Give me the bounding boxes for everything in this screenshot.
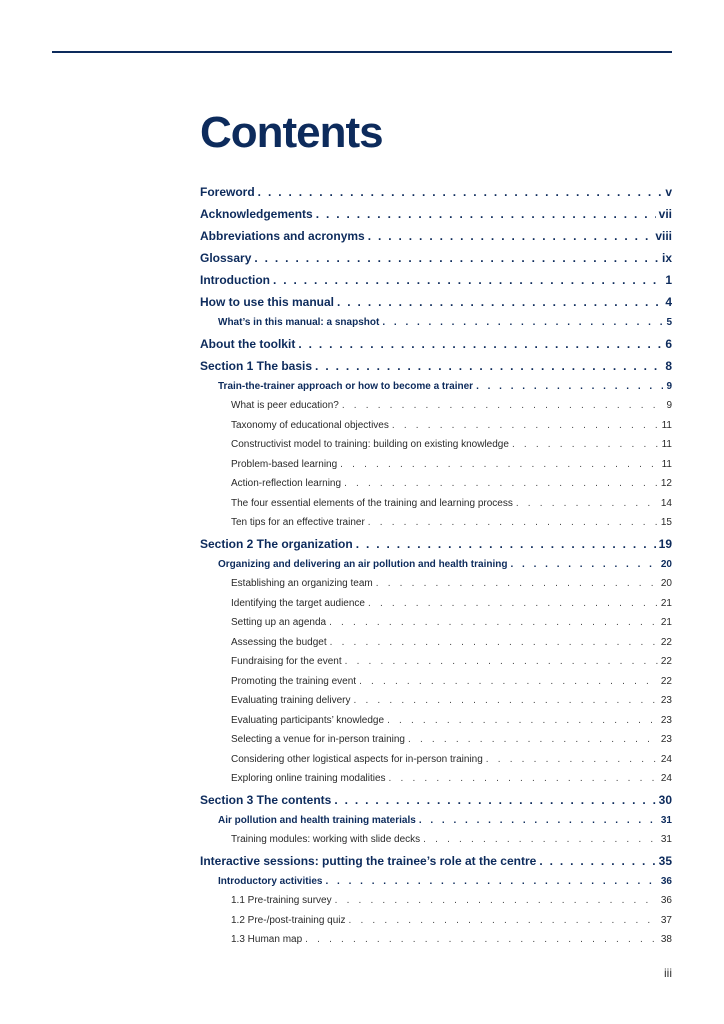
dot-leader (512, 435, 659, 455)
toc-entry[interactable] (200, 355, 672, 377)
toc-entry-label: Constructivist model to training: building on existing knowledge (231, 439, 509, 450)
toc-entry-label: Foreword (200, 185, 255, 199)
toc-entry-page: ix (661, 251, 672, 265)
toc-entry[interactable] (200, 730, 672, 750)
toc-entry-page: 9 (666, 400, 672, 411)
toc-entry[interactable] (200, 911, 672, 931)
toc-entry-label: Establishing an organizing team (231, 578, 373, 589)
dot-leader (298, 333, 662, 355)
dot-leader (539, 850, 655, 872)
dot-leader (325, 872, 657, 892)
toc-entry-page: 4 (665, 295, 672, 309)
toc-entry-label: Organizing and delivering an air pollution and health training (218, 558, 508, 570)
toc-entry-page: 23 (660, 714, 672, 726)
dot-leader (486, 750, 658, 770)
toc-entry-page: v (665, 185, 672, 199)
dot-leader (340, 455, 658, 475)
toc-entry[interactable] (200, 377, 672, 397)
dot-leader (510, 555, 657, 575)
toc-entry-label: What’s in this manual: a snapshot (218, 317, 380, 328)
toc-entry[interactable] (200, 269, 672, 291)
toc-entry-label: How to use this manual (200, 295, 335, 309)
toc-entry[interactable] (200, 203, 672, 225)
dot-leader (368, 594, 658, 614)
toc-entry-page: 22 (660, 675, 672, 687)
toc-entry[interactable] (200, 872, 672, 892)
toc-entry[interactable] (200, 555, 672, 575)
toc-entry-page: 15 (660, 517, 672, 528)
toc-entry[interactable] (200, 594, 672, 614)
dot-leader (356, 533, 656, 555)
toc-entry-page: 14 (660, 497, 672, 509)
toc-entry[interactable] (200, 181, 672, 203)
toc-entry-page: 38 (660, 934, 672, 945)
toc-entry-page: 22 (660, 656, 672, 667)
toc-entry-label: Introduction (200, 273, 270, 287)
toc-entry-page: 1 (665, 273, 672, 287)
dot-leader (423, 830, 658, 850)
toc-entry[interactable] (200, 830, 672, 850)
dot-leader (342, 396, 664, 416)
toc-entry-label: Problem-based learning (231, 458, 338, 470)
table-of-contents (200, 181, 672, 950)
dot-leader (368, 225, 653, 247)
dot-leader (273, 269, 662, 291)
toc-entry-page: 5 (666, 317, 672, 328)
toc-entry[interactable] (200, 574, 672, 594)
toc-entry[interactable] (200, 291, 672, 313)
toc-entry[interactable] (200, 811, 672, 831)
dot-leader (315, 355, 662, 377)
dot-leader (359, 672, 658, 692)
toc-entry-page: 37 (660, 914, 672, 926)
toc-entry-page: vii (658, 207, 672, 221)
toc-entry-page: 11 (661, 458, 672, 470)
toc-entry-page: 20 (660, 578, 672, 589)
toc-entry-page: 24 (660, 773, 672, 784)
toc-entry-page: 24 (660, 753, 672, 765)
toc-entry-page: 9 (666, 380, 672, 392)
toc-entry-label: Selecting a venue for in-person training (231, 734, 405, 745)
toc-entry-label: The four essential elements of the training and learning process (231, 497, 513, 509)
dot-leader (254, 247, 659, 269)
toc-entry-page: 31 (660, 814, 672, 826)
toc-entry[interactable] (200, 435, 672, 455)
toc-entry-label: Assessing the budget (231, 636, 327, 648)
toc-entry-label: Evaluating training delivery (231, 695, 351, 706)
dot-leader (476, 377, 663, 397)
dot-leader (382, 313, 663, 333)
toc-entry-page: 11 (661, 439, 672, 450)
toc-entry[interactable] (200, 652, 672, 672)
toc-entry-page: 23 (660, 695, 672, 706)
dot-leader (389, 769, 658, 789)
toc-entry-label: What is peer education? (231, 400, 339, 411)
toc-entry-label: Promoting the training event (231, 675, 357, 687)
toc-entry-page: 21 (660, 597, 672, 609)
toc-entry-page: 11 (661, 419, 672, 431)
page-number: iii (664, 966, 672, 980)
toc-entry-label: Glossary (200, 251, 252, 265)
toc-entry-page: 20 (660, 558, 672, 570)
toc-entry-label: Ten tips for an effective trainer (231, 517, 365, 528)
toc-entry-page: 12 (660, 478, 672, 489)
dot-leader (387, 711, 658, 731)
toc-entry-label: Training modules: working with slide decks (231, 834, 421, 845)
toc-entry-label: Taxonomy of educational objectives (231, 419, 389, 431)
toc-entry[interactable] (200, 416, 672, 436)
dot-leader (330, 633, 658, 653)
toc-entry-label: Section 1 The basis (200, 358, 313, 373)
toc-entry[interactable] (200, 455, 672, 475)
toc-entry-page: 23 (660, 734, 672, 745)
toc-entry-page: 36 (660, 895, 672, 906)
toc-entry-label: Setting up an agenda (231, 617, 327, 628)
dot-leader (408, 730, 658, 750)
dot-leader (335, 891, 658, 911)
dot-leader (305, 930, 658, 950)
toc-entry-page: viii (655, 229, 672, 243)
toc-entry-page: 31 (660, 834, 672, 845)
dot-leader (349, 911, 658, 931)
dot-leader (344, 474, 658, 494)
toc-entry-label: Identifying the target audience (231, 597, 365, 609)
toc-entry-label: 1.1 Pre-training survey (231, 895, 332, 906)
toc-entry-page: 36 (660, 875, 672, 887)
toc-entry[interactable] (200, 333, 672, 355)
toc-entry-page: 6 (665, 336, 672, 351)
toc-entry[interactable] (200, 396, 672, 416)
toc-entry-label: Action-reflection learning (231, 478, 342, 489)
toc-entry[interactable] (200, 313, 672, 333)
toc-entry-label: Fundraising for the event (231, 656, 342, 667)
toc-entry-page: 35 (658, 853, 672, 868)
toc-entry-label: About the toolkit (200, 336, 296, 351)
toc-entry-page: 30 (658, 792, 672, 807)
header-rule (52, 51, 672, 53)
toc-entry-label: Exploring online training modalities (231, 773, 386, 784)
toc-entry[interactable] (200, 789, 672, 811)
dot-leader (354, 691, 658, 711)
toc-entry[interactable] (200, 769, 672, 789)
dot-leader (419, 811, 658, 831)
toc-entry[interactable] (200, 750, 672, 770)
toc-entry-label: Abbreviations and acronyms (200, 229, 365, 243)
dot-leader (376, 574, 658, 594)
toc-entry[interactable] (200, 533, 672, 555)
toc-entry[interactable] (200, 672, 672, 692)
dot-leader (345, 652, 658, 672)
toc-entry-label: 1.2 Pre-/post-training quiz (231, 914, 346, 926)
toc-entry[interactable] (200, 494, 672, 514)
toc-entry[interactable] (200, 225, 672, 247)
page-title: Contents (200, 108, 383, 157)
toc-entry-page: 8 (665, 358, 672, 373)
dot-leader (329, 613, 658, 633)
toc-entry[interactable] (200, 711, 672, 731)
dot-leader (334, 789, 655, 811)
toc-entry[interactable] (200, 930, 672, 950)
toc-entry-page: 19 (658, 536, 672, 551)
toc-entry-label: Acknowledgements (200, 207, 313, 221)
toc-entry[interactable] (200, 474, 672, 494)
dot-leader (258, 181, 663, 203)
dot-leader (392, 416, 659, 436)
toc-entry[interactable] (200, 513, 672, 533)
toc-entry[interactable] (200, 247, 672, 269)
toc-entry-label: Considering other logistical aspects for in-person training (231, 753, 483, 765)
toc-entry-label: Introductory activities (218, 875, 323, 887)
toc-entry-label: Interactive sessions: putting the trainee’s role at the centre (200, 853, 537, 868)
toc-entry-label: 1.3 Human map (231, 934, 303, 945)
toc-entry-label: Air pollution and health training materials (218, 814, 416, 826)
toc-entry-label: Section 3 The contents (200, 792, 332, 807)
toc-entry-page: 21 (660, 617, 672, 628)
dot-leader (316, 203, 656, 225)
toc-entry[interactable] (200, 850, 672, 872)
toc-entry-label: Train-the-trainer approach or how to become a trainer (218, 380, 474, 392)
dot-leader (368, 513, 658, 533)
toc-entry[interactable] (200, 691, 672, 711)
toc-entry[interactable] (200, 633, 672, 653)
toc-entry-label: Section 2 The organization (200, 536, 353, 551)
toc-entry[interactable] (200, 613, 672, 633)
toc-entry-page: 22 (660, 636, 672, 648)
dot-leader (516, 494, 658, 514)
toc-entry-label: Evaluating participants’ knowledge (231, 714, 385, 726)
toc-entry[interactable] (200, 891, 672, 911)
dot-leader (337, 291, 662, 313)
